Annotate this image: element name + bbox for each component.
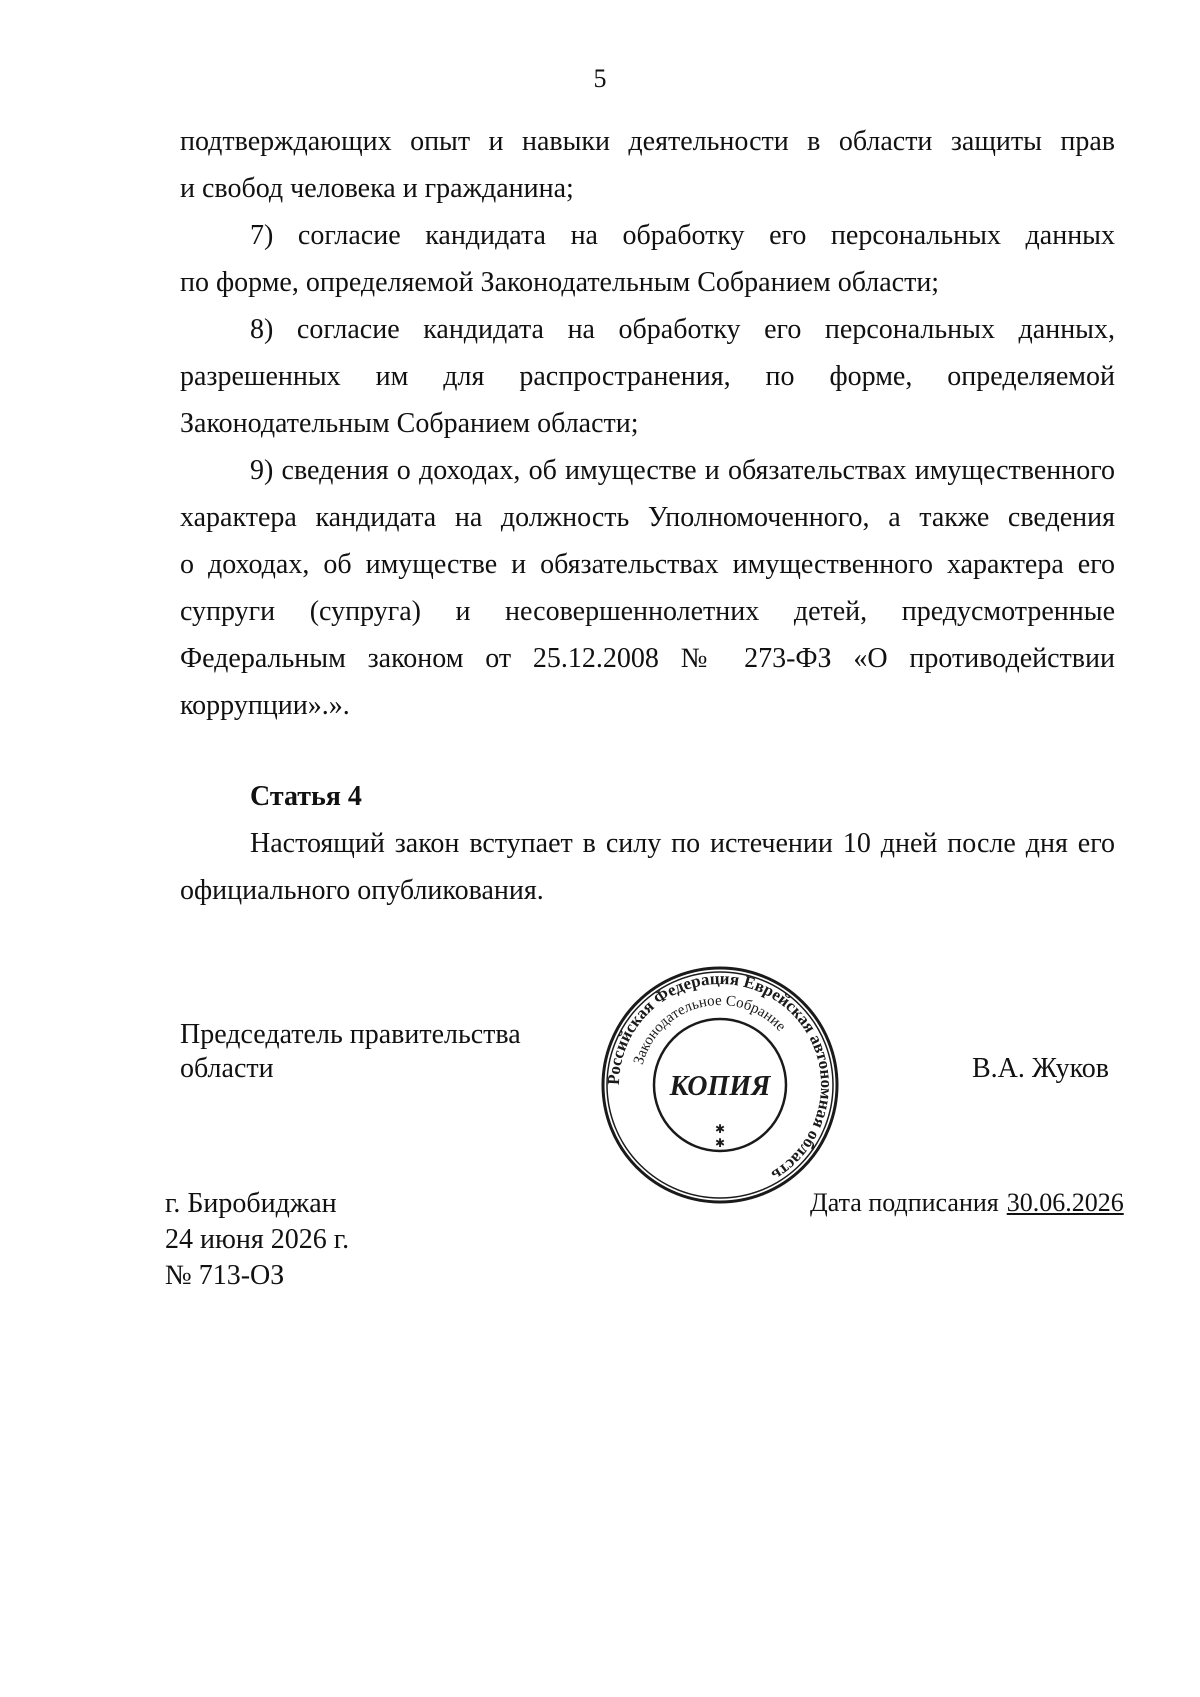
law-number: № 713-ОЗ: [165, 1260, 285, 1291]
place-city: г. Биробиджан: [165, 1188, 337, 1219]
body-line: подтверждающих опыт и навыки деятельности в области защиты прав: [180, 126, 1115, 157]
body-line: по форме, определяемой Законодательным Собранием области;: [180, 267, 940, 298]
body-line: Законодательным Собранием области;: [180, 408, 639, 439]
list-item-8: 8) согласие кандидата на обработку его персональных данных,: [250, 314, 1115, 345]
seal-center-text: КОПИЯ: [669, 1071, 771, 1102]
body-line: характера кандидата на должность Уполномоченного, а также сведения: [180, 502, 1115, 533]
seal-outer-text: Российская Федерация Еврейская автономная область: [603, 968, 837, 1186]
body-line: и свобод человека и гражданина;: [180, 173, 574, 204]
body-line: разрешенных им для распространения, по форме, определяемой: [180, 361, 1115, 392]
signatory-title-cont: области: [180, 1053, 274, 1084]
place-date: 24 июня 2026 г.: [165, 1224, 350, 1255]
body-line: о доходах, об имуществе и обязательствах имущественного характера его: [180, 549, 1115, 580]
body-line: Федеральным законом от 25.12.2008 № 273-ФЗ «О противодействии: [180, 643, 1115, 674]
page-number: 5: [593, 64, 607, 93]
signing-date-value: 30.06.2026: [1006, 1188, 1124, 1217]
article-text-line: официального опубликования.: [180, 875, 544, 906]
signing-date: [810, 1187, 1124, 1219]
body-line: коррупции».».: [180, 690, 350, 721]
list-item-9: 9) сведения о доходах, об имуществе и обязательствах имущественного: [250, 455, 1115, 486]
seal-star-icon: ✱: [714, 1122, 726, 1136]
official-seal: [600, 965, 840, 1205]
signing-date-label: Дата подписания: [810, 1188, 999, 1217]
signatory-name: В.А. Жуков: [972, 1053, 1110, 1084]
article-text-line: Настоящий закон вступает в силу по истечении 10 дней после дня его: [250, 828, 1115, 859]
article-heading: Статья 4: [250, 781, 362, 812]
seal-star-icon: ✱: [714, 1136, 726, 1150]
list-item-7: 7) согласие кандидата на обработку его персональных данных: [250, 220, 1115, 251]
signatory-title: Председатель правительства: [180, 1019, 521, 1050]
seal-inner-text: Законодательное Собрание: [630, 992, 789, 1067]
body-line: супруги (супруга) и несовершеннолетних детей, предусмотренные: [180, 596, 1115, 627]
